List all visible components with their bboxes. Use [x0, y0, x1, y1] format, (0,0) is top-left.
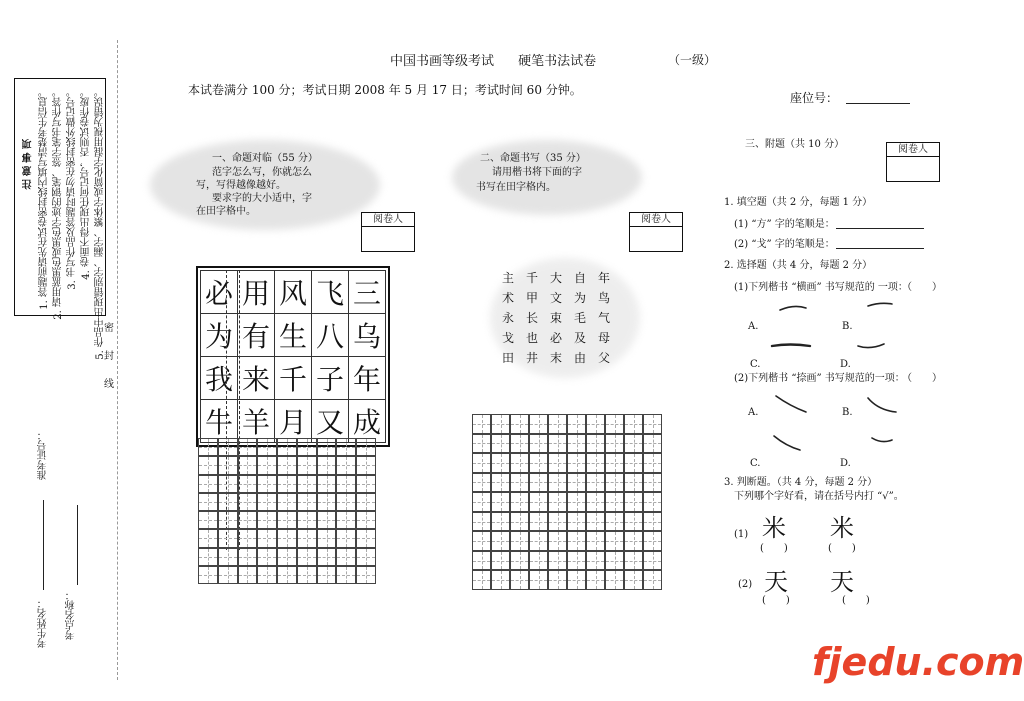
tianzige-cell[interactable]	[336, 511, 356, 529]
section2-line: 请用楷书将下面的字	[492, 167, 582, 178]
q3-item-1: (1)	[734, 529, 749, 540]
model-char-cell: 羊	[238, 400, 275, 443]
tianzige-cell[interactable]	[491, 453, 510, 473]
tianzige-cell[interactable]	[336, 566, 356, 584]
tianzige-cell[interactable]	[277, 456, 297, 474]
tianzige-cell[interactable]	[218, 511, 238, 529]
tianzige-cell[interactable]	[643, 473, 662, 493]
tianzige-cell[interactable]	[605, 551, 624, 571]
tianzige-cell[interactable]	[218, 548, 238, 566]
option-c: C.	[750, 458, 761, 469]
tianzige-cell[interactable]	[218, 438, 238, 456]
tianzige-cell[interactable]	[567, 473, 586, 493]
section1-line: 要求字的大小适中，字	[212, 193, 312, 204]
tianzige-cell[interactable]	[510, 531, 529, 551]
section2-char: 永	[502, 311, 515, 325]
tianzige-cell[interactable]	[491, 473, 510, 493]
tianzige-cell[interactable]	[277, 566, 297, 584]
section1-title: 一、命题对临（55 分）	[212, 153, 318, 164]
tianzige-cell[interactable]	[586, 551, 605, 571]
section2-chars	[502, 268, 622, 368]
model-char-cell: 又	[312, 400, 349, 443]
falling-stroke-c	[774, 436, 800, 450]
tianzige-cell[interactable]	[198, 511, 218, 529]
tianzige-cell[interactable]	[336, 438, 356, 456]
seat-label: 座位号：	[790, 91, 839, 105]
tianzige-cell[interactable]	[510, 492, 529, 512]
tianzige-cell[interactable]	[317, 475, 337, 493]
model-char-cell: 生	[275, 314, 312, 357]
tianzige-cell[interactable]	[605, 512, 624, 532]
tianzige-cell[interactable]	[548, 570, 567, 590]
section2-char: 由	[574, 351, 587, 365]
tianzige-cell[interactable]	[510, 570, 529, 590]
tianzige-cell[interactable]	[317, 529, 337, 547]
tianzige-cell[interactable]	[356, 493, 376, 511]
tianzige-cell[interactable]	[277, 511, 297, 529]
model-char-cell: 飞	[312, 271, 349, 314]
tianzige-cell[interactable]	[472, 512, 491, 532]
tianzige-cell[interactable]	[510, 551, 529, 571]
q2-a: (1)下列楷书 “横画” 书写规范的 一项：	[734, 282, 908, 293]
grader-label: 阅卷人	[362, 213, 414, 227]
tianzige-cell[interactable]	[548, 473, 567, 493]
section2-char: 戈	[502, 331, 515, 345]
notice-item: 5. 作品中出现错别字、漏字、繁体字或简化字混用视为错误。	[95, 87, 106, 360]
tianzige-cell[interactable]	[586, 570, 605, 590]
tianzige-cell[interactable]	[643, 453, 662, 473]
name-label: 考生姓名：	[38, 598, 49, 648]
notice-item: 3. 书写作品及答题时请勿在密封线外做记号。	[67, 87, 78, 290]
tianzige-cell[interactable]	[472, 473, 491, 493]
practice-grid-1[interactable]	[198, 438, 376, 584]
model-char-cell: 风	[275, 271, 312, 314]
tianzige-cell[interactable]	[472, 453, 491, 473]
tianzige-cell[interactable]	[624, 512, 643, 532]
tianzige-cell[interactable]	[472, 551, 491, 571]
tianzige-cell[interactable]	[605, 492, 624, 512]
horizontal-stroke-d	[858, 344, 884, 348]
tianzige-cell[interactable]	[605, 570, 624, 590]
tianzige-cell[interactable]	[277, 438, 297, 456]
grader-label: 阅卷人	[630, 213, 682, 227]
tianzige-cell[interactable]	[548, 453, 567, 473]
tianzige-cell[interactable]	[491, 414, 510, 434]
seal-line	[117, 40, 118, 680]
tianzige-cell[interactable]	[297, 493, 317, 511]
tianzige-cell[interactable]	[529, 473, 548, 493]
q3-char-2a: 天	[764, 568, 788, 596]
model-char-cell: 年	[349, 357, 386, 400]
q2-b-paren[interactable]: （ ）	[902, 373, 942, 384]
tianzige-cell[interactable]	[317, 493, 337, 511]
tianzige-cell[interactable]	[297, 529, 317, 547]
section2-char: 鸟	[598, 291, 611, 305]
falling-stroke-d	[872, 438, 892, 442]
watermark-logo: fjedu.com	[812, 640, 1024, 684]
option-b: B.	[842, 321, 853, 332]
q1-b: (2) “戈” 字的笔顺是：	[734, 239, 835, 250]
horizontal-stroke-c	[772, 345, 810, 347]
tianzige-cell[interactable]	[605, 531, 624, 551]
q3-char-1a: 米	[762, 514, 786, 542]
tianzige-cell[interactable]	[548, 551, 567, 571]
q3-title: 3. 判断题。（共 4 分，每题 2 分）	[724, 477, 878, 488]
tianzige-cell[interactable]	[238, 438, 258, 456]
grader-box-2	[629, 212, 683, 252]
tianzige-cell[interactable]	[472, 570, 491, 590]
section2-char: 末	[550, 351, 563, 365]
tianzige-cell[interactable]	[257, 529, 277, 547]
tianzige-cell[interactable]	[567, 414, 586, 434]
q1-a: (1) “方” 字的笔顺是：	[734, 219, 835, 230]
tianzige-cell[interactable]	[624, 434, 643, 454]
model-char-cell: 乌	[349, 314, 386, 357]
tianzige-cell[interactable]	[624, 453, 643, 473]
tianzige-cell[interactable]	[586, 453, 605, 473]
q3-desc: 下列哪个字好看，请在括号内打 “√”。	[734, 491, 904, 502]
tianzige-cell[interactable]	[238, 511, 258, 529]
notice-item: 1. 答题前请先在试卷密封线内填写清楚考生信息。	[39, 87, 50, 310]
tianzige-cell[interactable]	[198, 548, 218, 566]
section1-line: 范字怎么写，你就怎么	[212, 167, 312, 178]
section2-char: 也	[526, 331, 539, 345]
tianzige-cell[interactable]	[257, 493, 277, 511]
tianzige-cell[interactable]	[567, 512, 586, 532]
section2-char: 术	[502, 291, 515, 305]
notice-title: 注 意 事 项	[23, 139, 34, 190]
horizontal-stroke-a	[780, 306, 806, 310]
q2-a-paren[interactable]: （ ）	[902, 282, 942, 293]
section2-char: 大	[550, 271, 563, 285]
section2-char: 井	[526, 351, 539, 365]
tianzige-cell[interactable]	[198, 493, 218, 511]
tianzige-cell[interactable]	[198, 475, 218, 493]
tianzige-cell[interactable]	[567, 434, 586, 454]
tianzige-cell[interactable]	[586, 512, 605, 532]
tianzige-cell[interactable]	[336, 493, 356, 511]
seal-char: 密	[104, 323, 114, 334]
tianzige-cell[interactable]	[472, 531, 491, 551]
exam-id-line	[43, 500, 44, 590]
tianzige-cell[interactable]	[238, 529, 258, 547]
title-sub: 硬笔书法试卷	[518, 54, 597, 69]
tianzige-cell[interactable]	[529, 492, 548, 512]
falling-stroke-a	[776, 396, 806, 412]
tianzige-cell[interactable]	[356, 475, 376, 493]
q2-b: (2)下列楷书 “捺画” 书写规范的一项：	[734, 373, 905, 384]
tianzige-cell[interactable]	[297, 566, 317, 584]
notice-box	[14, 78, 106, 360]
tianzige-cell[interactable]	[297, 475, 317, 493]
tianzige-cell[interactable]	[567, 531, 586, 551]
section2-char: 母	[598, 331, 611, 345]
section2-char: 束	[550, 311, 563, 325]
section2-char: 文	[550, 291, 563, 305]
tianzige-cell[interactable]	[643, 492, 662, 512]
grader-label: 阅卷人	[887, 143, 939, 157]
tianzige-cell[interactable]	[297, 456, 317, 474]
section2-char: 必	[550, 331, 563, 345]
q1-a-answer-line[interactable]	[836, 228, 924, 229]
section3-title: 三、附题（共 10 分）	[745, 139, 845, 150]
model-char-cell: 必	[201, 271, 238, 314]
stroke-options-2	[760, 388, 900, 458]
tianzige-cell[interactable]	[472, 492, 491, 512]
section1-line: 写，写得越像越好。	[196, 180, 286, 191]
section2-char: 长	[526, 311, 539, 325]
tianzige-cell[interactable]	[356, 511, 376, 529]
tianzige-cell[interactable]	[336, 456, 356, 474]
tianzige-cell[interactable]	[356, 529, 376, 547]
tianzige-cell[interactable]	[643, 551, 662, 571]
model-char-cell: 子	[312, 357, 349, 400]
tianzige-cell[interactable]	[548, 434, 567, 454]
tianzige-cell[interactable]	[218, 493, 238, 511]
tianzige-cell[interactable]	[277, 475, 297, 493]
tianzige-cell[interactable]	[277, 529, 297, 547]
model-char-cell: 我	[201, 357, 238, 400]
site-label: 考点名称：	[66, 590, 77, 640]
q3-char-2b: 天	[830, 568, 854, 596]
tianzige-cell[interactable]	[548, 492, 567, 512]
tianzige-cell[interactable]	[238, 475, 258, 493]
tianzige-cell[interactable]	[510, 512, 529, 532]
title-level: （一级）	[668, 53, 717, 67]
option-c: C.	[750, 359, 761, 370]
tianzige-cell[interactable]	[238, 548, 258, 566]
model-char-cell: 牛	[201, 400, 238, 443]
exam-info: 本试卷满分 100 分；考试日期 2008 年 5 月 17 日；考试时间 60 分钟。	[188, 83, 582, 97]
tianzige-cell[interactable]	[510, 434, 529, 454]
tianzige-cell[interactable]	[624, 473, 643, 493]
section2-char: 为	[574, 291, 587, 305]
q3-item-2: (2)	[738, 579, 753, 590]
q1-title: 1. 填空题（共 2 分，每题 1 分）	[724, 197, 873, 208]
model-char-cell: 千	[275, 357, 312, 400]
section2-char: 主	[502, 271, 515, 285]
tianzige-cell[interactable]	[510, 453, 529, 473]
model-char-cell: 有	[238, 314, 275, 357]
section2-char: 毛	[574, 311, 587, 325]
tianzige-cell[interactable]	[238, 456, 258, 474]
tianzige-cell[interactable]	[605, 434, 624, 454]
model-char-cell: 成	[349, 400, 386, 443]
tianzige-cell[interactable]	[198, 566, 218, 584]
option-a: A.	[748, 407, 759, 418]
section1-line: 在田字格中。	[196, 206, 256, 217]
horizontal-stroke-b	[868, 303, 892, 306]
tianzige-cell[interactable]	[198, 456, 218, 474]
tianzige-cell[interactable]	[491, 434, 510, 454]
tianzige-cell[interactable]	[643, 512, 662, 532]
model-char-cell: 八	[312, 314, 349, 357]
tianzige-cell[interactable]	[624, 531, 643, 551]
tianzige-cell[interactable]	[317, 438, 337, 456]
tianzige-cell[interactable]	[605, 453, 624, 473]
section2-char: 甲	[526, 291, 539, 305]
model-char-cell: 月	[275, 400, 312, 443]
section2-char: 田	[502, 351, 515, 365]
section2-line: 书写在田字格内。	[476, 182, 556, 193]
option-a: A.	[748, 321, 759, 332]
tianzige-cell[interactable]	[198, 438, 218, 456]
tianzige-cell[interactable]	[317, 456, 337, 474]
title-main: 中国书画等级考试	[390, 54, 495, 69]
grader-box-3	[886, 142, 940, 182]
tianzige-cell[interactable]	[548, 512, 567, 532]
tianzige-cell[interactable]	[643, 570, 662, 590]
tianzige-cell[interactable]	[586, 531, 605, 551]
tianzige-cell[interactable]	[257, 548, 277, 566]
tianzige-cell[interactable]	[356, 566, 376, 584]
q3-char-1b: 米	[830, 514, 854, 542]
tianzige-cell[interactable]	[510, 473, 529, 493]
tianzige-cell[interactable]	[567, 492, 586, 512]
tianzige-cell[interactable]	[277, 548, 297, 566]
seal-char: 封	[104, 351, 114, 362]
tianzige-cell[interactable]	[529, 434, 548, 454]
model-char-cell: 来	[238, 357, 275, 400]
model-char-cell: 用	[238, 271, 275, 314]
section2-char: 千	[526, 271, 539, 285]
tianzige-cell[interactable]	[529, 531, 548, 551]
seat-line	[846, 103, 910, 104]
tianzige-cell[interactable]	[356, 548, 376, 566]
option-b: B.	[842, 407, 853, 418]
tianzige-cell[interactable]	[510, 414, 529, 434]
tianzige-cell[interactable]	[317, 566, 337, 584]
seal-char: 线	[104, 379, 114, 390]
tianzige-cell[interactable]	[257, 566, 277, 584]
tianzige-cell[interactable]	[257, 475, 277, 493]
tianzige-cell[interactable]	[491, 512, 510, 532]
tianzige-cell[interactable]	[297, 548, 317, 566]
tianzige-cell[interactable]	[218, 475, 238, 493]
model-char-cell: 三	[349, 271, 386, 314]
tianzige-cell[interactable]	[529, 512, 548, 532]
tianzige-cell[interactable]	[297, 438, 317, 456]
tianzige-cell[interactable]	[529, 453, 548, 473]
tianzige-cell[interactable]	[257, 438, 277, 456]
tianzige-cell[interactable]	[548, 414, 567, 434]
stroke-options-1	[760, 296, 900, 362]
tianzige-cell[interactable]	[643, 414, 662, 434]
tianzige-cell[interactable]	[336, 548, 356, 566]
tianzige-cell[interactable]	[218, 529, 238, 547]
tianzige-cell[interactable]	[624, 570, 643, 590]
tianzige-cell[interactable]	[491, 570, 510, 590]
tianzige-cell[interactable]	[491, 531, 510, 551]
tianzige-cell[interactable]	[356, 438, 376, 456]
tianzige-cell[interactable]	[624, 492, 643, 512]
tianzige-cell[interactable]	[257, 456, 277, 474]
tianzige-cell[interactable]	[317, 548, 337, 566]
tianzige-cell[interactable]	[548, 531, 567, 551]
notice-item: 4. 卷面不得出现任何记号，否则试卷作废。	[81, 87, 92, 280]
q3-paren-2a[interactable]: ( )	[762, 595, 790, 606]
tianzige-cell[interactable]	[257, 511, 277, 529]
section2-char: 气	[598, 311, 611, 325]
tianzige-cell[interactable]	[605, 414, 624, 434]
tianzige-cell[interactable]	[624, 551, 643, 571]
tianzige-cell[interactable]	[297, 511, 317, 529]
tianzige-cell[interactable]	[567, 570, 586, 590]
q2-title: 2. 选择题（共 4 分，每题 2 分）	[724, 260, 873, 271]
tianzige-cell[interactable]	[198, 529, 218, 547]
site-line	[77, 505, 78, 585]
tianzige-cell[interactable]	[586, 492, 605, 512]
tianzige-cell[interactable]	[238, 566, 258, 584]
option-d: D.	[840, 458, 851, 469]
tianzige-cell[interactable]	[491, 551, 510, 571]
tianzige-cell[interactable]	[529, 570, 548, 590]
q3-paren-2b[interactable]: ( )	[842, 595, 870, 606]
q3-paren-1a[interactable]: ( )	[760, 543, 788, 554]
section2-title: 二、命题书写（35 分）	[480, 153, 586, 164]
tianzige-cell[interactable]	[624, 414, 643, 434]
tianzige-cell[interactable]	[529, 551, 548, 571]
tianzige-cell[interactable]	[472, 434, 491, 454]
tianzige-cell[interactable]	[336, 529, 356, 547]
tianzige-cell[interactable]	[529, 414, 548, 434]
tianzige-cell[interactable]	[277, 493, 297, 511]
tianzige-cell[interactable]	[317, 511, 337, 529]
q3-paren-1b[interactable]: ( )	[828, 543, 856, 554]
tianzige-cell[interactable]	[356, 456, 376, 474]
tianzige-cell[interactable]	[567, 453, 586, 473]
grader-box-1	[361, 212, 415, 252]
page-title	[390, 50, 596, 69]
tianzige-cell[interactable]	[643, 434, 662, 454]
tianzige-cell[interactable]	[586, 473, 605, 493]
tianzige-cell[interactable]	[605, 473, 624, 493]
tianzige-cell[interactable]	[586, 414, 605, 434]
tianzige-cell[interactable]	[586, 434, 605, 454]
q1-b-answer-line[interactable]	[836, 248, 924, 249]
falling-stroke-b	[868, 398, 896, 412]
section2-char: 父	[598, 351, 611, 365]
exam-id-label: 准考证号：	[38, 430, 49, 480]
section2-char: 及	[574, 331, 587, 345]
tianzige-cell[interactable]	[567, 551, 586, 571]
tianzige-cell[interactable]	[491, 492, 510, 512]
tianzige-cell[interactable]	[218, 456, 238, 474]
practice-grid-2[interactable]	[472, 414, 662, 590]
tianzige-cell[interactable]	[643, 531, 662, 551]
model-char-cell: 为	[201, 314, 238, 357]
tianzige-cell[interactable]	[218, 566, 238, 584]
tianzige-cell[interactable]	[336, 475, 356, 493]
tianzige-cell[interactable]	[472, 414, 491, 434]
section2-char: 自	[574, 271, 587, 285]
option-d: D.	[840, 359, 851, 370]
tianzige-cell[interactable]	[238, 493, 258, 511]
section2-char: 年	[598, 271, 611, 285]
notice-item: 2. 请用蓝黑色或黑色字迹的钢笔、签字笔书写作答。	[53, 87, 64, 320]
